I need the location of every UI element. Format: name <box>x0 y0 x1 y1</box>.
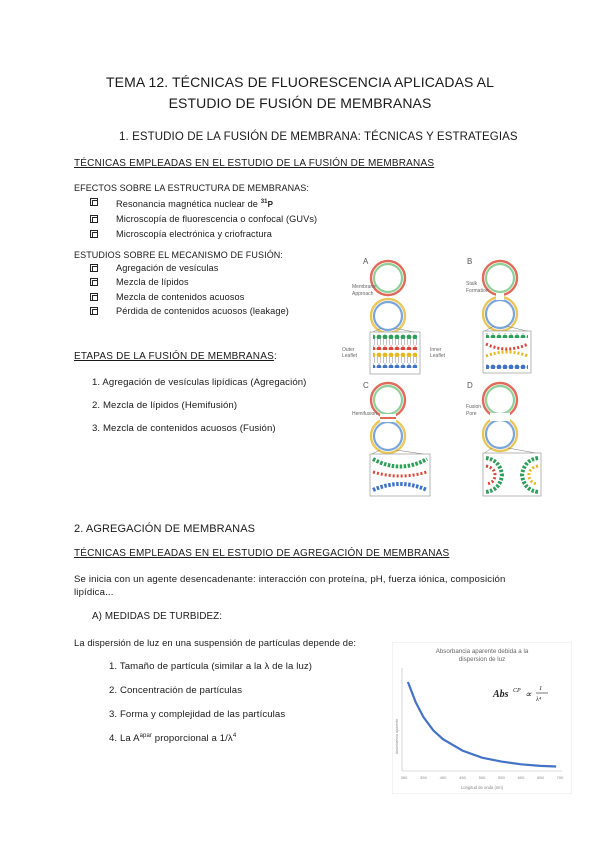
x-tick-label: 300 <box>400 775 408 780</box>
figure-label: Inner <box>430 347 442 353</box>
dispersion-text: La dispersión de luz en una suspensión de partículas depende de: <box>74 637 357 648</box>
mechanism-list <box>90 261 289 318</box>
vesicle <box>371 261 405 295</box>
page-title: TEMA 12. TÉCNICAS DE FLUORESCENCIA APLICADAS AL ESTUDIO DE FUSIÓN DE MEMBRANAS <box>105 74 494 111</box>
vesicle <box>483 383 517 417</box>
x-ticks <box>401 775 564 780</box>
list-item: 4. La $A^{apar}$ proporcional a $1/\lambda^4$ <box>109 733 237 745</box>
list-item: 3. Forma y complejidad de las partículas <box>109 709 286 720</box>
x-tick-label: 400 <box>439 775 447 780</box>
checkbox-bullet-icon <box>90 278 98 286</box>
section2-subheading: TÉCNICAS EMPLEADAS EN EL ESTUDIO DE AGREGACIÓN DE MEMBRANAS <box>74 548 450 559</box>
figure-label: Leaflet <box>342 353 358 359</box>
svg-text:CP: CP <box>513 688 521 694</box>
figure-label: Fusion <box>466 404 482 410</box>
checkbox-bullet-icon <box>90 264 98 272</box>
panel-label: B <box>467 257 473 266</box>
vesicle <box>371 299 405 333</box>
mechanism-label: ESTUDIOS SOBRE EL MECANISMO DE FUSIÓN: <box>74 250 283 260</box>
checkbox-bullet-icon <box>90 215 98 223</box>
list-item: 3. Mezcla de contenidos acuosos (Fusión) <box>92 423 276 434</box>
effects-label: EFECTOS SOBRE LA ESTRUCTURA DE MEMBRANAS: <box>74 183 309 193</box>
checkbox-bullet-icon <box>90 230 98 238</box>
x-tick-label: 450 <box>459 775 466 780</box>
y-axis-label: Absorbancia aparente <box>395 718 399 754</box>
x-tick-label: 650 <box>537 775 544 780</box>
x-tick-label: 500 <box>478 775 486 780</box>
list-item: 2. Concentración de partículas <box>109 685 243 696</box>
section1-heading: 1. ESTUDIO DE LA FUSIÓN DE MEMBRANA: TÉCNICAS Y ESTRATEGIAS <box>119 131 518 143</box>
list-item: Mezcla de contenidos acuosos <box>90 290 289 304</box>
panel-label: A <box>363 257 369 266</box>
x-tick-label: 350 <box>420 775 427 780</box>
stages-list <box>92 377 306 434</box>
figure-label: Leaflet <box>430 353 446 359</box>
figure-label: Stalk <box>466 281 478 287</box>
list-item: Pérdida de contenidos acuosos (leakage) <box>90 304 289 318</box>
figure-label: Formation <box>466 288 489 294</box>
list-item: 2. Mezcla de lípidos (Hemifusión) <box>92 400 238 411</box>
checkbox-bullet-icon <box>90 293 98 301</box>
x-tick-label: 550 <box>498 775 505 780</box>
membrane-fusion-figure <box>340 250 570 500</box>
effects-list <box>90 195 317 241</box>
list-item: 1. Agregación de vesículas lipídicas (Agregación) <box>92 377 307 388</box>
list-item: Agregación de vesículas <box>90 261 289 275</box>
chart-title: dispersion de luz <box>458 656 506 663</box>
section1-subheading: TÉCNICAS EMPLEADAS EN EL ESTUDIO DE LA FUSIÓN DE MEMBRANAS <box>74 158 435 169</box>
checkbox-bullet-icon <box>90 307 98 315</box>
list-item: Microscopía de fluorescencia o confocal (GUVs) <box>90 212 317 226</box>
scattering-chart <box>392 642 572 794</box>
figure-label: Outer <box>342 347 355 353</box>
checkbox-bullet-icon <box>90 198 98 206</box>
svg-text:λ⁴: λ⁴ <box>536 696 542 703</box>
figure-label: Approach <box>352 291 374 297</box>
vesicle <box>483 297 517 331</box>
vesicle <box>371 419 405 453</box>
x-axis-label: Longitud de onda (nm) <box>460 785 504 790</box>
svg-text:Abs: Abs <box>493 689 509 700</box>
figure-label: Pore <box>466 411 477 417</box>
list-item: Microscopía electrónica y criofractura <box>90 227 317 241</box>
list-item: Resonancia magnética nuclear de $^{31}$P <box>90 195 317 212</box>
svg-text:∝: ∝ <box>525 689 532 699</box>
list-item: 1. Tamaño de partícula (similar a la λ de la luz) <box>109 661 313 672</box>
chart-title: Absorbancia aparente debida a la <box>435 648 529 655</box>
panel-label: D <box>467 381 473 390</box>
panel-label: C <box>363 381 369 390</box>
intro-paragraph: Se inicia con un agente desencadenante: interacción con proteína, pH, fuerza iónica, composición lipídica... <box>74 574 506 598</box>
stages-heading: ETAPAS DE LA FUSIÓN DE MEMBRANAS: <box>74 351 277 362</box>
x-tick-label: 700 <box>556 775 564 780</box>
section2-heading: 2. AGREGACIÓN DE MEMBRANAS <box>74 523 256 535</box>
factors-list <box>109 661 312 744</box>
list-item: Mezcla de lípidos <box>90 275 289 289</box>
vesicle <box>483 417 517 451</box>
figure-label: Membrane <box>352 284 376 290</box>
subsection-a-heading: A) MEDIDAS DE TURBIDEZ: <box>92 611 223 622</box>
svg-text:1: 1 <box>539 685 543 692</box>
x-tick-label: 600 <box>517 775 525 780</box>
figure-label: Hemifusion <box>352 411 378 417</box>
